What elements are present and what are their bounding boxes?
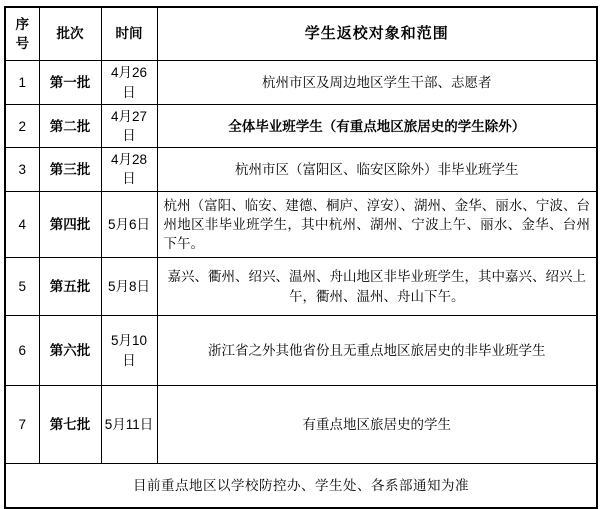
- cell-no: 3: [5, 148, 39, 191]
- table-row: [5, 386, 597, 464]
- table-row: [5, 258, 597, 316]
- cell-scope: 有重点地区旅居史的学生: [157, 386, 597, 464]
- cell-date: 5月11日: [101, 386, 157, 464]
- table-row: [5, 61, 597, 105]
- cell-no: 6: [5, 316, 39, 386]
- cell-date: 4月27日: [101, 105, 157, 148]
- cell-no: 1: [5, 61, 39, 105]
- cell-no: 2: [5, 105, 39, 148]
- table-row: [5, 105, 597, 148]
- table-row: [5, 191, 597, 257]
- cell-date: 5月8日: [101, 258, 157, 316]
- cell-scope: 浙江省之外其他省份且无重点地区旅居史的非毕业班学生: [157, 316, 597, 386]
- cell-date: 5月6日: [101, 191, 157, 257]
- cell-scope: 杭州（富阳、临安、建德、桐庐、淳安）、湖州、金华、丽水、宁波、台州地区非毕业班学生，其中杭州、湖州、宁波上午、丽水、金华、台州下午。: [157, 191, 597, 257]
- table-footnote-row: [5, 464, 597, 508]
- cell-batch: 第三批: [39, 148, 101, 191]
- table-body: [5, 61, 597, 508]
- return-to-school-schedule-table: [4, 6, 598, 509]
- table-footnote: 目前重点地区以学校防控办、学生处、各系部通知为准: [5, 464, 597, 508]
- column-header-batch: 批次: [39, 7, 101, 61]
- table-header-row: [5, 7, 597, 61]
- cell-no: 5: [5, 258, 39, 316]
- column-header-no: 序号: [5, 7, 39, 61]
- cell-batch: 第二批: [39, 105, 101, 148]
- cell-date: 5月10日: [101, 316, 157, 386]
- cell-batch: 第四批: [39, 191, 101, 257]
- table-row: [5, 148, 597, 191]
- table-header: [5, 7, 597, 61]
- table-row: [5, 316, 597, 386]
- column-header-date: 时间: [101, 7, 157, 61]
- cell-batch: 第一批: [39, 61, 101, 105]
- cell-no: 7: [5, 386, 39, 464]
- column-header-scope: 学生返校对象和范围: [157, 7, 597, 61]
- cell-scope: 全体毕业班学生（有重点地区旅居史的学生除外）: [157, 105, 597, 148]
- cell-batch: 第六批: [39, 316, 101, 386]
- cell-scope: 嘉兴、衢州、绍兴、温州、舟山地区非毕业班学生，其中嘉兴、绍兴上午，衢州、温州、舟山下午。: [157, 258, 597, 316]
- cell-batch: 第五批: [39, 258, 101, 316]
- cell-batch: 第七批: [39, 386, 101, 464]
- cell-date: 4月28日: [101, 148, 157, 191]
- cell-scope: 杭州市区（富阳区、临安区除外）非毕业班学生: [157, 148, 597, 191]
- cell-date: 4月26日: [101, 61, 157, 105]
- cell-no: 4: [5, 191, 39, 257]
- cell-scope: 杭州市区及周边地区学生干部、志愿者: [157, 61, 597, 105]
